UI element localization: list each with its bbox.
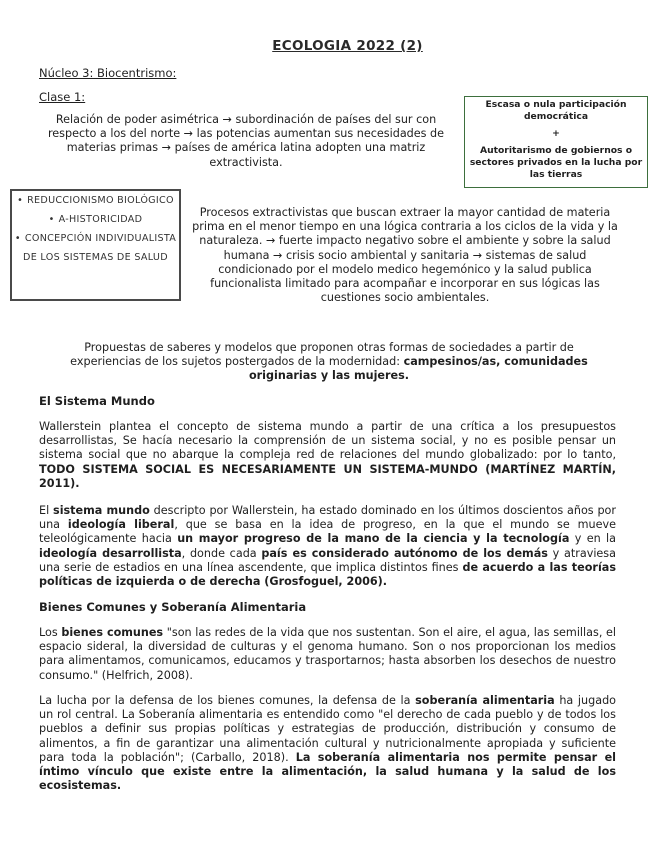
participation-text: Escasa o nula participación democrática — [485, 99, 627, 122]
critique-item: • CONCEPCIÓN INDIVIDUALISTA DE LOS SISTEMAS DE SALUD — [12, 229, 179, 267]
extractivist-paragraph: Procesos extractivistas que buscan extraer la mayor cantidad de materia prima en el menor tiempo en una lógica contraria a los ciclos de la vida y la naturaleza. → fuerte impacto negativo sobre el ambiente y sobre la salud humana → crisis socio ambiental y sanitaria → sistemas de salud condicionado por el modelo medico hegemónico y la salud publica funcionalista limitado para acompañar e incorporar en sus lógicas las cuestiones socio ambientales. — [192, 206, 618, 305]
commons-paragraph-2: La lucha por la defensa de los bienes comunes, la defensa de la soberanía alimentaria ha jugado un rol central. La Soberanía alimentaria es entendido como "el derecho de cada pueblo y de todos los pueblos a definir sus propias políticas y estrategias de producción, distribución y consumo de alimentos, a fin de garantizar una alimentación cultural y nutricionalmente apropiada y suficiente para toda la población"; (Carballo, 2018). La soberanía alimentaria nos permite pensar el íntimo vínculo que existe entre la alimentación, la salud humana y la salud de los ecosistemas. — [39, 694, 617, 793]
participation-box — [464, 96, 648, 188]
nucleus-heading: Núcleo 3: Biocentrismo: — [39, 66, 177, 80]
critique-box — [10, 189, 181, 301]
class-heading: Clase 1: — [39, 90, 86, 104]
document-title: ECOLOGIA 2022 (2) — [272, 38, 423, 54]
authoritarianism-text: Autoritarismo de gobiernos o sectores privados en la lucha por las tierras — [469, 145, 643, 180]
bullet-icon: • — [48, 214, 55, 225]
world-system-paragraph-1: Wallerstein plantea el concepto de sistema mundo a partir de una crítica a los presupuestos desarrollistas, Se hacía necesario la comprensión de un sistema social, y no es posible pensar un sistema social que no abarque la compleja red de relaciones del mundo globalizado: por lo tanto, TODO SISTEMA SOCIAL ES NECESARIAMENTE UN SISTEMA-MUNDO (MARTÍNEZ MARTÍN, 2011). — [39, 420, 616, 490]
plus-sign: + — [552, 128, 560, 139]
proposals-paragraph: Propuestas de saberes y modelos que proponen otras formas de sociedades a partir de experiencias de los sujetos postergados de la modernidad: campesinos/as, comunidades originarias y las mujeres. — [70, 341, 588, 383]
bullet-icon: • — [14, 233, 21, 244]
section-heading-world-system: El Sistema Mundo — [39, 394, 155, 408]
critique-item: • A-HISTORICIDAD — [12, 210, 179, 229]
critique-item: • REDUCCIONISMO BIOLÓGICO — [12, 191, 179, 210]
section-heading-commons: Bienes Comunes y Soberanía Alimentaria — [39, 600, 307, 614]
bullet-icon: • — [17, 195, 24, 206]
intro-paragraph: Relación de poder asimétrica → subordinación de países del sur con respecto a los del norte → las potencias aumentan sus necesidades de materias primas → países de américa latina adopten una matriz extractivista. — [47, 113, 445, 169]
world-system-paragraph-2: El sistema mundo descripto por Wallerstein, ha estado dominado en los últimos doscientos años por una ideología liberal, que se basa en la idea de progreso, en la que el mundo se mueve teleológicamente hacia un mayor progreso de la mano de la ciencia y la tecnología y en la ideología desarrollista, donde cada país es considerado autónomo de los demás y atraviesa una serie de estadios en una línea ascendente, que implica distintos fines de acuerdo a las teorías políticas de izquierda o de derecha (Grosfoguel, 2006). — [39, 504, 616, 589]
commons-paragraph-1: Los bienes comunes "son las redes de la vida que nos sustentan. Son el aire, el agua, las semillas, el espacio sideral, la diversidad de culturas y el genoma humano. Son o nos proporcionan los medios para alimentamos, comunicamos, educamos y trasportarnos; hasta absorben los desechos de nuestro consumo." (Helfrich, 2008). — [39, 626, 616, 682]
